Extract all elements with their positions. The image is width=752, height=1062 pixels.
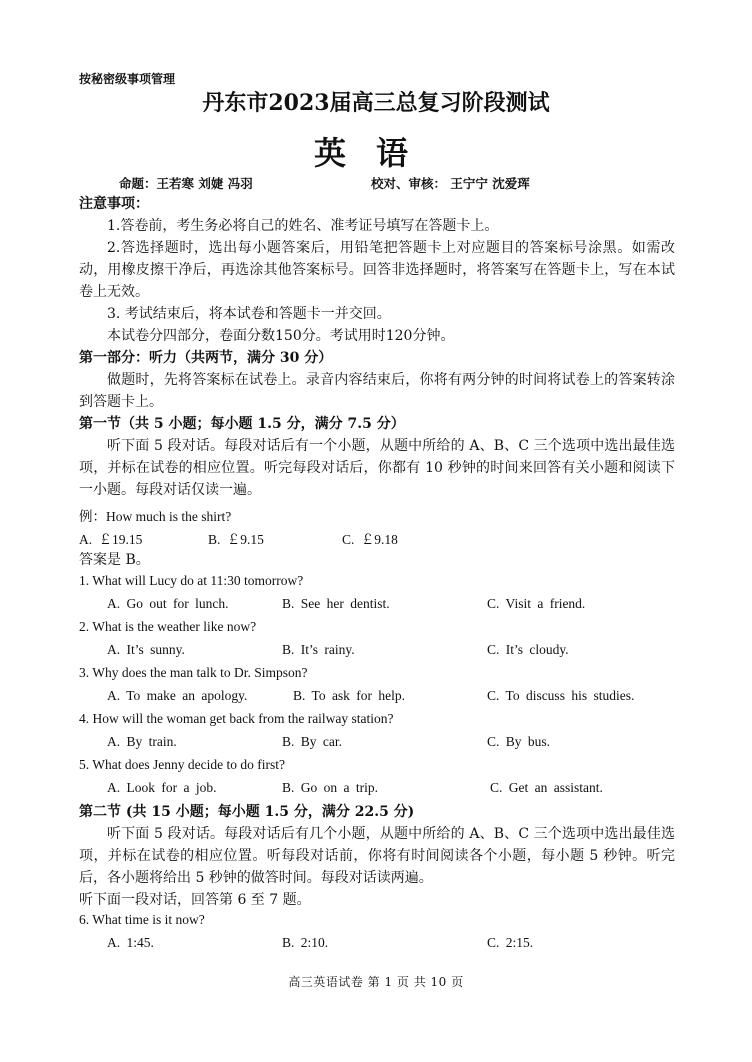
example-answer: 答案是 B。 [79,552,150,568]
subject-title: 英语 [313,134,438,172]
part1-heading: 第一部分：听力（共两节，满分 30 分） [79,350,333,366]
authors-line: 命题：王若寒 刘婕 冯羽 [119,176,253,191]
confidential-label: 按秘密级事项管理 [79,72,176,86]
question-4-option-a: A. By train. [107,734,177,749]
example-question: 例：How much is the shirt? [79,509,232,524]
notice-heading: 注意事项： [79,196,149,212]
question-1-option-b: B. See her dentist. [282,596,390,611]
question-5-option-c: C. Get an assistant. [490,780,603,795]
page-footer: 高三英语试卷 第 1 页 共 10 页 [288,975,464,989]
question-6-option-a: A. 1:45. [107,935,154,950]
question-4-option-c: C. By bus. [487,734,551,749]
question-6-option-b: B. 2:10. [282,935,329,950]
question-5-option-b: B. Go on a trip. [282,780,378,795]
question-4: 4. How will the woman get back from the railway station? [79,711,394,726]
question-1-option-a: A. Go out for lunch. [107,596,229,611]
question-2-option-b: B. It’s rainy. [282,642,355,657]
notice-item-2: 2.答选择题时，选出每小题答案后，用铅笔把答题卡上对应题目的答案标号涂黑。如需改动，用橡皮擦干净后，再选涂其他答案标号。回答非选择题时，将答案写在答题卡上，写在本试卷上无效。 [79,240,675,300]
example-option-b: B. ￡9.15 [208,532,264,547]
question-4-option-b: B. By car. [282,734,342,749]
question-6: 6. What time is it now? [79,912,205,927]
question-2-option-c: C. It’s cloudy. [487,642,569,657]
part1-intro: 做题时，先将答案标在试卷上。录音内容结束后，你将有两分钟的时间将试卷上的答案转涂到答题卡上。 [79,372,675,410]
notice-item-1: 1.答卷前，考生务必将自己的姓名、准考证号填写在答题卡上。 [107,218,499,234]
question-3: 3. Why does the man talk to Dr. Simpson? [79,665,308,680]
question-5-option-a: A. Look for a job. [107,780,217,795]
section2-listen-prompt: 听下面一段对话，回答第 6 至 7 题。 [79,892,311,908]
question-6-option-c: C. 2:15. [487,935,534,950]
notice-item-4: 本试卷分四部分，卷面分数150分。考试用时120分钟。 [107,328,455,344]
section2-intro: 听下面 5 段对话。每段对话后有几个小题，从题中所给的 A、B、C 三个选项中选出最佳选项，并标在试卷的相应位置。听每段对话前，你将有时间阅读各个小题，每小题 5 秒钟。听完后，各小题将给出 5 秒钟的做答时间。每段对话读两遍。 [79,826,675,886]
question-5: 5. What does Jenny decide to do first? [79,757,285,772]
question-2: 2. What is the weather like now? [79,619,257,634]
exam-title: 丹东市2023届高三总复习阶段测试 [202,90,550,116]
example-option-c: C. ￡9.18 [342,532,398,547]
question-2-option-a: A. It’s sunny. [107,642,185,657]
reviewers-line: 校对、审核： 王宁宁 沈爱珲 [371,176,530,191]
section1-heading: 第一节（共 5 小题；每小题 1.5 分，满分 7.5 分） [79,416,405,432]
question-1: 1. What will Lucy do at 11:30 tomorrow? [79,573,304,588]
section2-heading: 第二节 (共 15 小题；每小题 1.5 分，满分 22.5 分) [79,804,415,820]
question-3-option-a: A. To make an apology. [107,688,248,703]
question-3-option-b: B. To ask for help. [293,688,406,703]
question-1-option-c: C. Visit a friend. [487,596,586,611]
example-option-a: A. ￡19.15 [79,532,143,547]
section1-intro: 听下面 5 段对话。每段对话后有一个小题，从题中所给的 A、B、C 三个选项中选出最佳选项，并标在试卷的相应位置。听完每段对话后，你都有 10 秒钟的时间来回答有关小题和阅读下一小题。每段对话仅读一遍。 [79,438,675,498]
question-3-option-c: C. To discuss his studies. [487,688,635,703]
notice-item-3: 3. 考试结束后，将本试卷和答题卡一并交回。 [107,306,391,322]
